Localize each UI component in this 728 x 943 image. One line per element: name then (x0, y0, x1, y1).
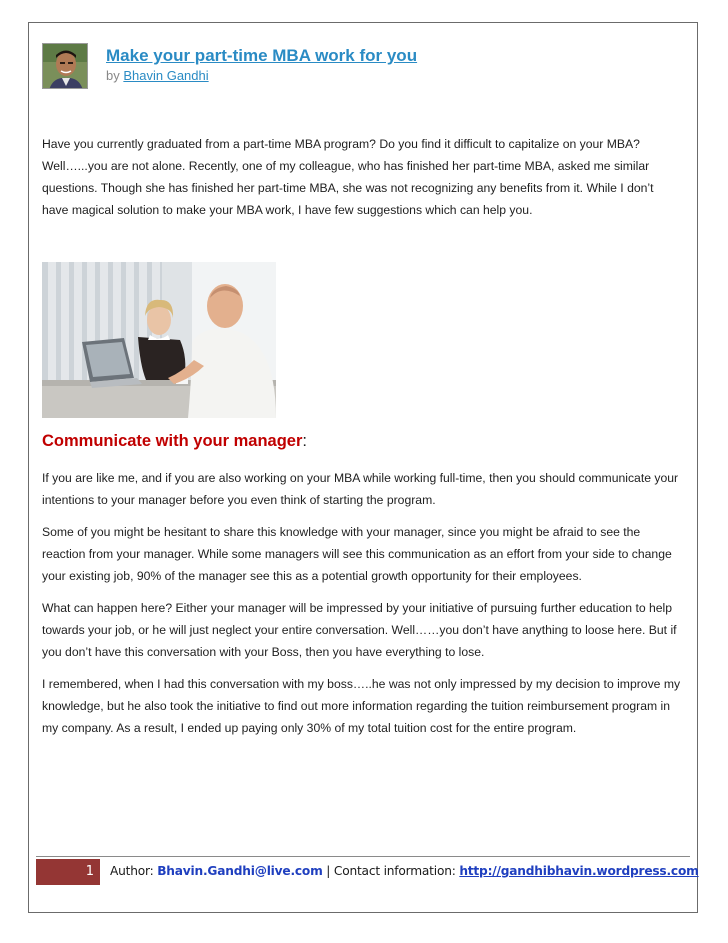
contact-label: Contact information: (333, 864, 456, 878)
footer-text (110, 864, 699, 878)
intro-paragraph: Have you currently graduated from a part-time MBA program? Do you find it difficult to capitalize on your MBA? Well…...you are not alone. Recently, one of my colleague, who has finished her part-time MBA, asked me similar questions. Though she has finished her part-time MBA, she was not recognizing any benefits from it. While I don’t have magical solution to make your MBA work, I have few suggestions which can help you. (42, 137, 654, 217)
office-meeting-photo (42, 262, 276, 418)
section-heading-text: Communicate with your manager (42, 432, 303, 450)
section-paragraph-3: What can happen here? Either your manager will be impressed by your initiative of pursuing further education to help towards your job, or he will just neglect your entire conversation. Well……you don’t have anything to loose here. But if you don’t have this conversation with your Boss, then you have everything to lose. (42, 601, 677, 659)
byline (106, 68, 209, 83)
page-number: 1 (36, 859, 100, 885)
section-paragraph-2: Some of you might be hesitant to share this knowledge with your manager, since you might be afraid to see the reaction from your manager. While some managers will see this communication as an effort from your side to change your existing job, 90% of the manager see this as a potential growth opportunity for their employees. (42, 525, 672, 583)
author-link[interactable]: Bhavin Gandhi (123, 68, 209, 83)
blog-url-link[interactable]: http://gandhibhavin.wordpress.com (459, 864, 699, 878)
section-paragraph-4: I remembered, when I had this conversation with my boss…..he was not only impressed by my decision to improve my knowledge, but he also took the initiative to find out more information regarding the tuition reimbursement program in my company. As a result, I ended up paying only 30% of my total tuition cost for the entire program. (42, 677, 681, 735)
author-avatar (42, 43, 88, 89)
section-heading (42, 432, 307, 451)
footer-rule (36, 856, 690, 857)
section-heading-colon: : (302, 432, 307, 450)
by-prefix: by (106, 68, 120, 83)
author-label: Author: (110, 864, 154, 878)
author-email[interactable]: Bhavin.Gandhi@live.com (157, 864, 323, 878)
footer-separator: | (326, 864, 331, 878)
article-title[interactable]: Make your part-time MBA work for you (106, 46, 418, 65)
section-paragraph-1: If you are like me, and if you are also working on your MBA while working full-time, then you should communicate your intentions to your manager before you even think of starting the program. (42, 471, 679, 507)
